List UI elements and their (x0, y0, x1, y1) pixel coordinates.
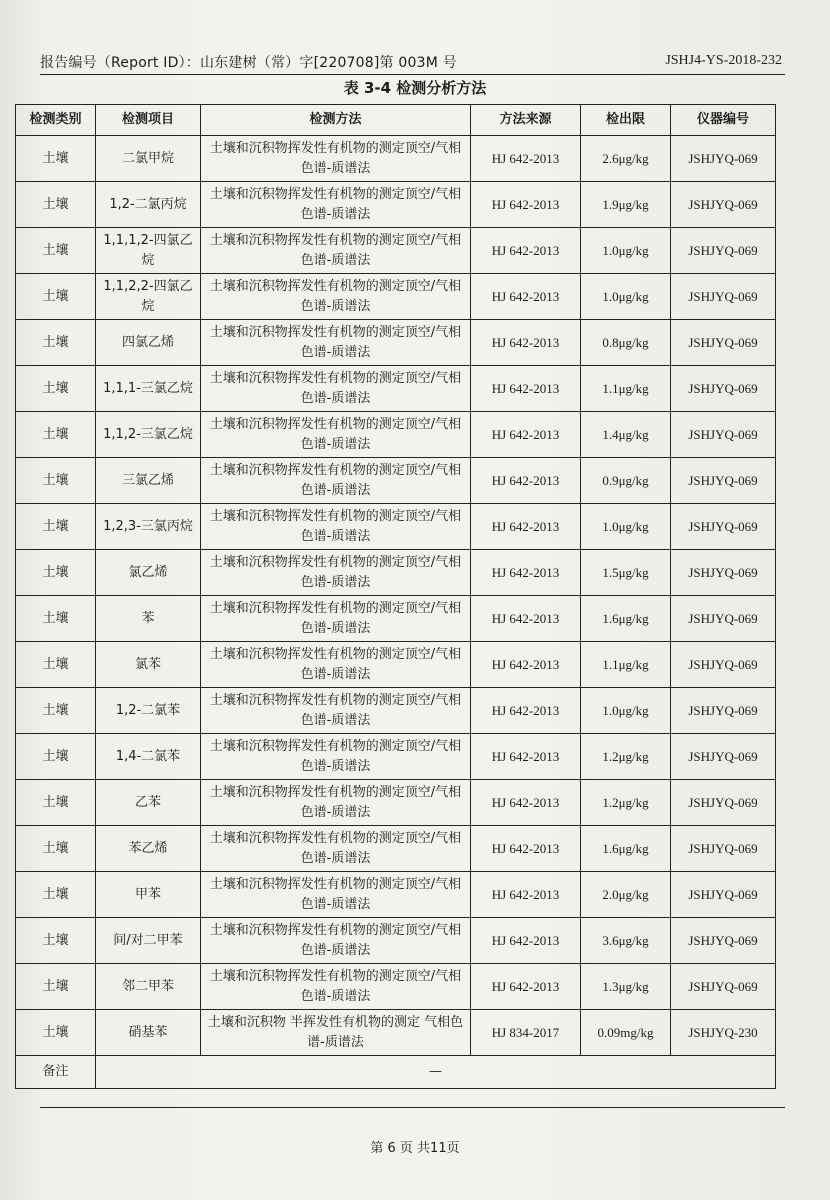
cell-method: 土壤和沉积物挥发性有机物的测定顶空/气相色谱-质谱法 (201, 182, 471, 228)
cell-instrument: JSHJYQ-069 (671, 274, 776, 320)
cell-category: 土壤 (16, 550, 96, 596)
column-header: 方法来源 (471, 105, 581, 136)
cell-item: 1,2-二氯丙烷 (96, 182, 201, 228)
cell-item: 甲苯 (96, 872, 201, 918)
cell-category: 土壤 (16, 596, 96, 642)
cell-limit: 0.9μg/kg (581, 458, 671, 504)
cell-item: 1,1,1-三氯乙烷 (96, 366, 201, 412)
cell-category: 土壤 (16, 412, 96, 458)
cell-limit: 1.2μg/kg (581, 780, 671, 826)
column-header: 检测项目 (96, 105, 201, 136)
cell-category: 土壤 (16, 872, 96, 918)
cell-method: 土壤和沉积物挥发性有机物的测定顶空/气相色谱-质谱法 (201, 550, 471, 596)
cell-method: 土壤和沉积物挥发性有机物的测定顶空/气相色谱-质谱法 (201, 734, 471, 780)
table-row (16, 182, 776, 228)
table-row (16, 136, 776, 182)
column-header: 仪器编号 (671, 105, 776, 136)
remark-row (16, 1056, 776, 1089)
remark-label: 备注 (16, 1056, 96, 1089)
cell-category: 土壤 (16, 780, 96, 826)
cell-category: 土壤 (16, 1010, 96, 1056)
cell-method: 土壤和沉积物挥发性有机物的测定顶空/气相色谱-质谱法 (201, 136, 471, 182)
cell-category: 土壤 (16, 366, 96, 412)
cell-item: 三氯乙烯 (96, 458, 201, 504)
cell-category: 土壤 (16, 274, 96, 320)
cell-category: 土壤 (16, 182, 96, 228)
cell-limit: 1.1μg/kg (581, 366, 671, 412)
column-header: 检测类别 (16, 105, 96, 136)
cell-source: HJ 642-2013 (471, 504, 581, 550)
cell-category: 土壤 (16, 504, 96, 550)
cell-method: 土壤和沉积物 半挥发性有机物的测定 气相色谱-质谱法 (201, 1010, 471, 1056)
column-header: 检出限 (581, 105, 671, 136)
cell-item: 1,1,2-三氯乙烷 (96, 412, 201, 458)
cell-category: 土壤 (16, 136, 96, 182)
table-row (16, 550, 776, 596)
cell-category: 土壤 (16, 688, 96, 734)
table-row (16, 366, 776, 412)
cell-category: 土壤 (16, 918, 96, 964)
table-row (16, 504, 776, 550)
cell-category: 土壤 (16, 964, 96, 1010)
cell-limit: 3.6μg/kg (581, 918, 671, 964)
remark-value (96, 1056, 776, 1089)
table-row (16, 734, 776, 780)
cell-source: HJ 642-2013 (471, 780, 581, 826)
cell-item: 二氯甲烷 (96, 136, 201, 182)
cell-instrument: JSHJYQ-069 (671, 780, 776, 826)
cell-source: HJ 642-2013 (471, 826, 581, 872)
cell-method: 土壤和沉积物挥发性有机物的测定顶空/气相色谱-质谱法 (201, 872, 471, 918)
table-row (16, 412, 776, 458)
cell-source: HJ 642-2013 (471, 596, 581, 642)
cell-method: 土壤和沉积物挥发性有机物的测定顶空/气相色谱-质谱法 (201, 274, 471, 320)
cell-item: 乙苯 (96, 780, 201, 826)
table-row (16, 918, 776, 964)
cell-instrument: JSHJYQ-069 (671, 228, 776, 274)
cell-method: 土壤和沉积物挥发性有机物的测定顶空/气相色谱-质谱法 (201, 964, 471, 1010)
table-body (16, 136, 776, 1056)
cell-source: HJ 642-2013 (471, 458, 581, 504)
cell-limit: 0.8μg/kg (581, 320, 671, 366)
document-code: JSHJ4-YS-2018-232 (665, 53, 782, 68)
table-row (16, 458, 776, 504)
cell-category: 土壤 (16, 642, 96, 688)
cell-item: 氯苯 (96, 642, 201, 688)
cell-item: 苯乙烯 (96, 826, 201, 872)
cell-source: HJ 642-2013 (471, 412, 581, 458)
cell-limit: 1.0μg/kg (581, 504, 671, 550)
header-divider (40, 74, 785, 75)
table-row (16, 228, 776, 274)
cell-method: 土壤和沉积物挥发性有机物的测定顶空/气相色谱-质谱法 (201, 320, 471, 366)
cell-method: 土壤和沉积物挥发性有机物的测定顶空/气相色谱-质谱法 (201, 412, 471, 458)
cell-category: 土壤 (16, 320, 96, 366)
table-row (16, 642, 776, 688)
cell-limit: 1.4μg/kg (581, 412, 671, 458)
table-row (16, 1010, 776, 1056)
cell-method: 土壤和沉积物挥发性有机物的测定顶空/气相色谱-质谱法 (201, 366, 471, 412)
cell-item: 1,2-二氯苯 (96, 688, 201, 734)
cell-instrument: JSHJYQ-069 (671, 688, 776, 734)
cell-limit: 1.0μg/kg (581, 274, 671, 320)
cell-instrument: JSHJYQ-069 (671, 458, 776, 504)
cell-method: 土壤和沉积物挥发性有机物的测定顶空/气相色谱-质谱法 (201, 228, 471, 274)
column-header: 检测方法 (201, 105, 471, 136)
cell-instrument: JSHJYQ-069 (671, 918, 776, 964)
cell-instrument: JSHJYQ-069 (671, 826, 776, 872)
cell-source: HJ 642-2013 (471, 136, 581, 182)
table-row (16, 780, 776, 826)
cell-source: HJ 642-2013 (471, 734, 581, 780)
cell-item: 1,2,3-三氯丙烷 (96, 504, 201, 550)
cell-limit: 2.0μg/kg (581, 872, 671, 918)
cell-instrument: JSHJYQ-069 (671, 734, 776, 780)
cell-method: 土壤和沉积物挥发性有机物的测定顶空/气相色谱-质谱法 (201, 458, 471, 504)
cell-item: 1,4-二氯苯 (96, 734, 201, 780)
cell-item: 氯乙烯 (96, 550, 201, 596)
table-title: 表 3-4 检测分析方法 (343, 79, 487, 97)
cell-limit: 1.3μg/kg (581, 964, 671, 1010)
cell-category: 土壤 (16, 458, 96, 504)
cell-category: 土壤 (16, 826, 96, 872)
table-row (16, 964, 776, 1010)
cell-limit: 1.2μg/kg (581, 734, 671, 780)
cell-source: HJ 642-2013 (471, 550, 581, 596)
cell-item: 1,1,2,2-四氯乙烷 (96, 274, 201, 320)
cell-limit: 1.6μg/kg (581, 596, 671, 642)
table-row (16, 826, 776, 872)
cell-method: 土壤和沉积物挥发性有机物的测定顶空/气相色谱-质谱法 (201, 688, 471, 734)
cell-instrument: JSHJYQ-069 (671, 320, 776, 366)
cell-source: HJ 642-2013 (471, 964, 581, 1010)
cell-source: HJ 642-2013 (471, 228, 581, 274)
report-id: 报告编号（Report ID）：山东建树（常）字[220708]第 003M 号 (40, 55, 457, 71)
cell-limit: 1.6μg/kg (581, 826, 671, 872)
cell-instrument: JSHJYQ-230 (671, 1010, 776, 1056)
cell-source: HJ 642-2013 (471, 320, 581, 366)
cell-source: HJ 642-2013 (471, 872, 581, 918)
cell-method: 土壤和沉积物挥发性有机物的测定顶空/气相色谱-质谱法 (201, 642, 471, 688)
cell-instrument: JSHJYQ-069 (671, 182, 776, 228)
cell-limit: 1.5μg/kg (581, 550, 671, 596)
cell-instrument: JSHJYQ-069 (671, 412, 776, 458)
methods-table (15, 104, 776, 1089)
cell-source: HJ 642-2013 (471, 688, 581, 734)
cell-instrument: JSHJYQ-069 (671, 550, 776, 596)
cell-instrument: JSHJYQ-069 (671, 964, 776, 1010)
cell-source: HJ 834-2017 (471, 1010, 581, 1056)
table-row (16, 872, 776, 918)
cell-limit: 1.0μg/kg (581, 688, 671, 734)
cell-item: 间/对二甲苯 (96, 918, 201, 964)
cell-instrument: JSHJYQ-069 (671, 504, 776, 550)
footer-divider (40, 1107, 785, 1108)
cell-item: 四氯乙烯 (96, 320, 201, 366)
cell-limit: 1.0μg/kg (581, 228, 671, 274)
cell-method: 土壤和沉积物挥发性有机物的测定顶空/气相色谱-质谱法 (201, 780, 471, 826)
table-row (16, 320, 776, 366)
cell-method: 土壤和沉积物挥发性有机物的测定顶空/气相色谱-质谱法 (201, 504, 471, 550)
cell-source: HJ 642-2013 (471, 274, 581, 320)
cell-limit: 2.6μg/kg (581, 136, 671, 182)
cell-source: HJ 642-2013 (471, 182, 581, 228)
table-header-row (16, 105, 776, 136)
cell-item: 苯 (96, 596, 201, 642)
cell-instrument: JSHJYQ-069 (671, 136, 776, 182)
cell-item: 硝基苯 (96, 1010, 201, 1056)
cell-method: 土壤和沉积物挥发性有机物的测定顶空/气相色谱-质谱法 (201, 826, 471, 872)
cell-method: 土壤和沉积物挥发性有机物的测定顶空/气相色谱-质谱法 (201, 596, 471, 642)
cell-category: 土壤 (16, 228, 96, 274)
page-number: 第 6 页 共11页 (370, 1141, 460, 1156)
cell-item: 邻二甲苯 (96, 964, 201, 1010)
table-row (16, 688, 776, 734)
table-row (16, 596, 776, 642)
cell-item: 1,1,1,2-四氯乙烷 (96, 228, 201, 274)
cell-limit: 1.1μg/kg (581, 642, 671, 688)
cell-source: HJ 642-2013 (471, 642, 581, 688)
cell-instrument: JSHJYQ-069 (671, 642, 776, 688)
cell-limit: 0.09mg/kg (581, 1010, 671, 1056)
remark-dash: — (429, 1064, 442, 1079)
cell-instrument: JSHJYQ-069 (671, 366, 776, 412)
cell-method: 土壤和沉积物挥发性有机物的测定顶空/气相色谱-质谱法 (201, 918, 471, 964)
cell-instrument: JSHJYQ-069 (671, 596, 776, 642)
table-row (16, 274, 776, 320)
cell-instrument: JSHJYQ-069 (671, 872, 776, 918)
cell-source: HJ 642-2013 (471, 366, 581, 412)
cell-category: 土壤 (16, 734, 96, 780)
cell-limit: 1.9μg/kg (581, 182, 671, 228)
cell-source: HJ 642-2013 (471, 918, 581, 964)
